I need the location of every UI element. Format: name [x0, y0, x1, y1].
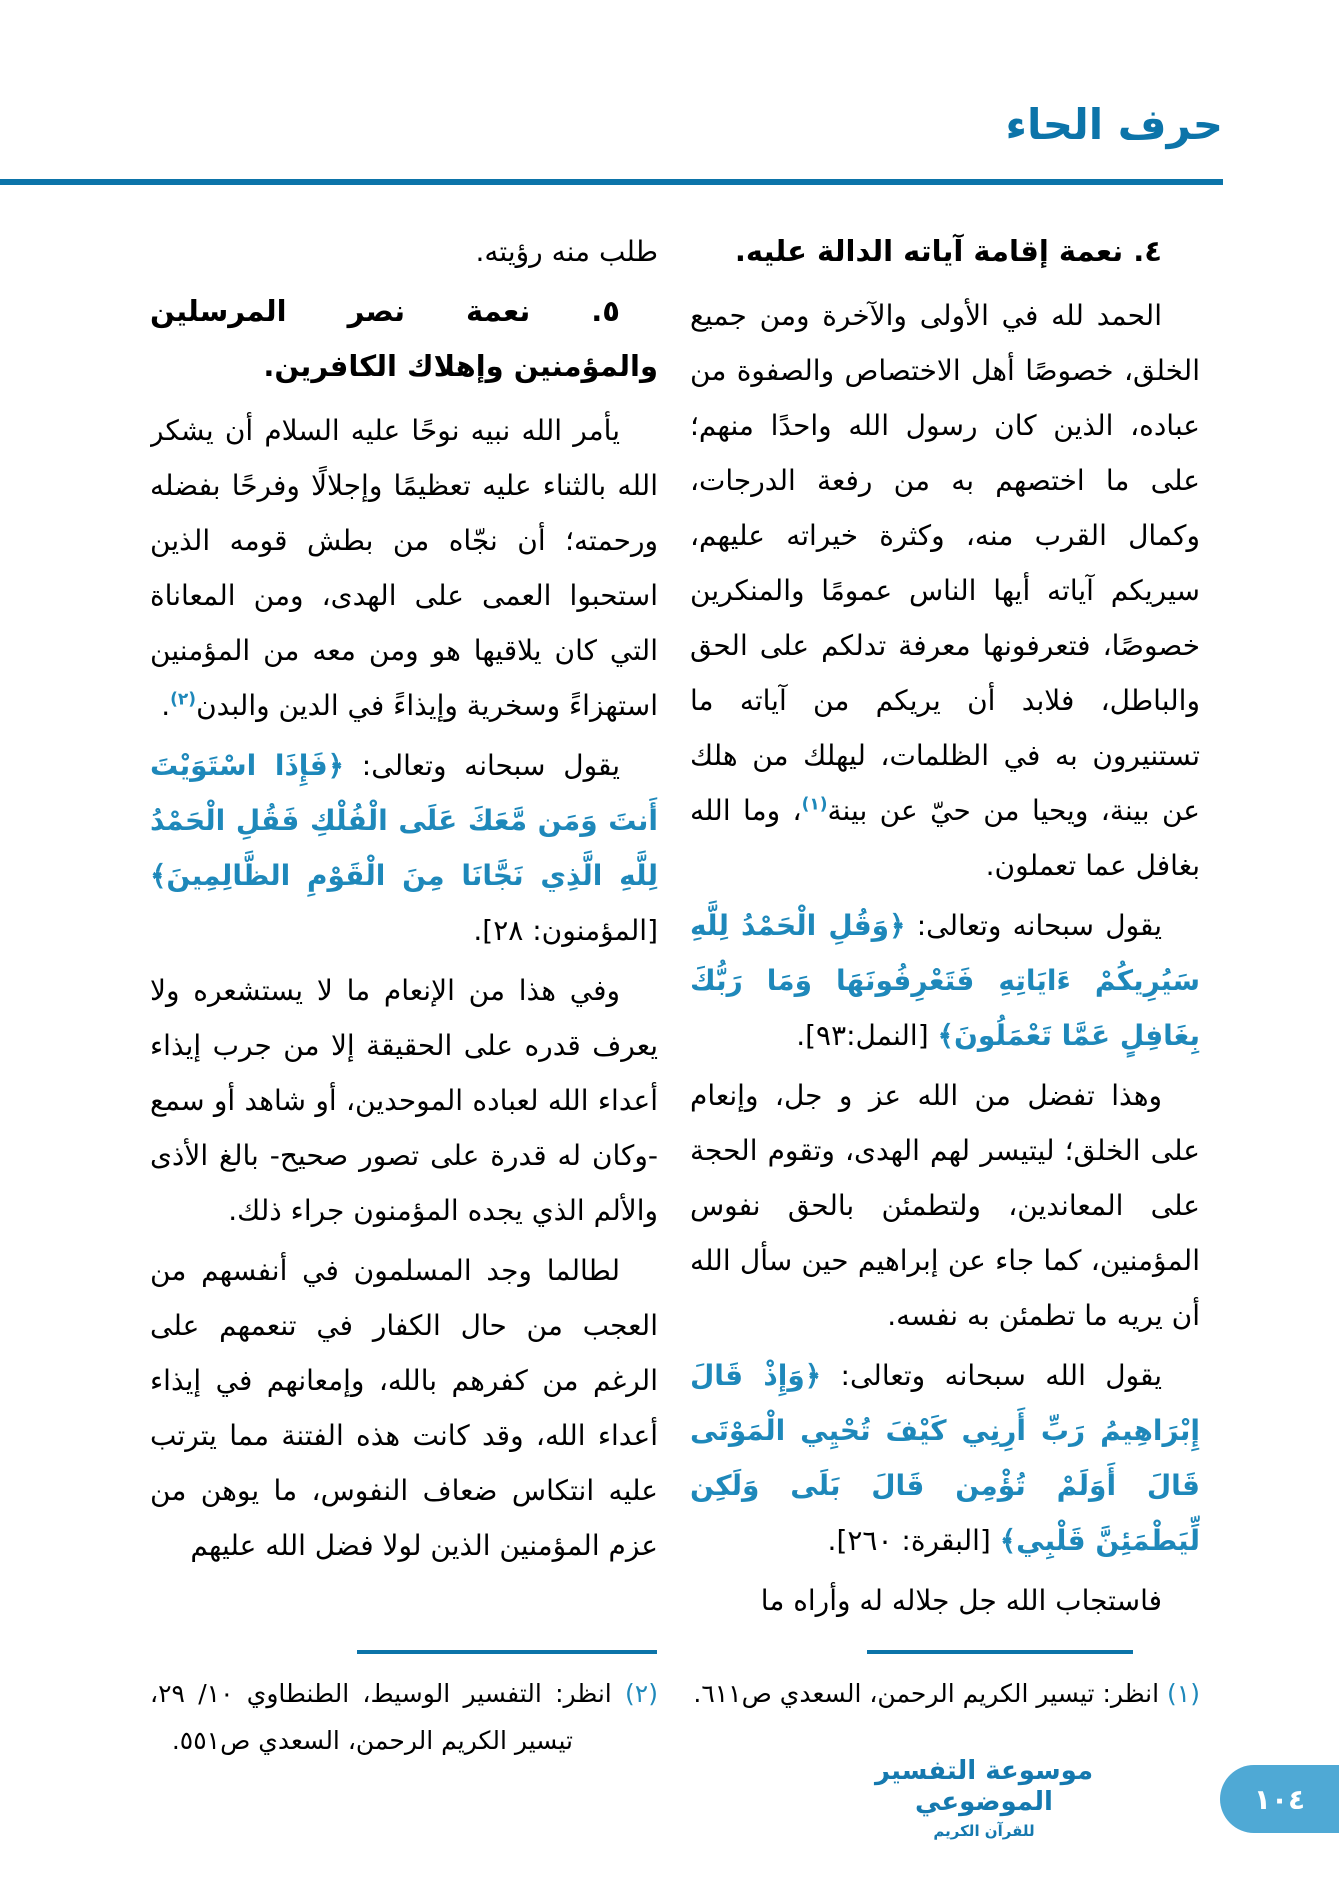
- page-number: ١٠٤: [1253, 1782, 1306, 1816]
- body-text: ٥. نعمة نصر المرسلين والمؤمنين وإهلاك الكافرين.: [150, 294, 658, 383]
- body-text: طلب منه رؤيته.: [475, 235, 658, 268]
- quran-verse: ﴿وَإِذْ قَالَ إِبْرَاهِيمُ رَبِّ أَرِنِي كَيْفَ تُحْيِي الْمَوْتَى قَالَ أَوَلَمْ تُؤْمِن قَالَ بَلَى وَلَكِن لِّيَطْمَئِنَّ قَلْبِي﴾: [690, 1359, 1200, 1557]
- body-text: لطالما وجد المسلمون في أنفسهم من العجب من حال الكفار في تنعمهم على الرغم من كفرهم بالله، وإمعانهم في إيذاء أعداء الله، وقد كانت هذه الفتنة مما يترتب عليه انتكاس ضعاف النفوس، ما يوهن من عزم المؤمنين الذين لولا فضل الله عليهم: [150, 1254, 658, 1562]
- footnote-separator-left: [357, 1650, 657, 1654]
- footnote-marker-superscript: (٢): [170, 689, 197, 710]
- body-text: وهذا تفضل من الله عز و جل، وإنعام على الخلق؛ ليتيسر لهم الهدى، وتقوم الحجة على المعاندين، ولتطمئن بالحق نفوس المؤمنين، كما جاء عن إبراهيم حين سأل الله أن يريه ما تطمئن به نفسه.: [690, 1079, 1200, 1332]
- footnote-marker-superscript: (١): [801, 794, 828, 815]
- body-text: الحمد لله في الأولى والآخرة ومن جميع الخلق، خصوصًا أهل الاختصاص والصفوة من عباده، الذين كان رسول الله واحدًا منهم؛ على ما اختصهم به من رفعة الدرجات، وكمال القرب منه، وكثرة خيراته عليهم، سيريكم آياته أيها الناس عمومًا والمنكرين خصوصًا، فتعرفونها معرفة تدلكم على الحق والباطل، فلابد أن يريكم من آياته ما تستنيرون به في الظلمات، ليهلك من هلك عن بينة، ويحيا من حيّ عن بينة: [690, 299, 1200, 827]
- section-heading: [150, 284, 658, 394]
- publisher-logo-subtitle: للقرآن الكريم: [933, 1822, 1035, 1841]
- paragraph: [690, 1068, 1200, 1343]
- quran-verse: ﴿فَإِذَا اسْتَوَيْتَ أَنتَ وَمَن مَّعَكَ عَلَى الْفُلْكِ فَقُلِ الْحَمْدُ لِلَّهِ الَّذِي نَجَّانَا مِنَ الْقَوْمِ الظَّالِمِينَ﴾: [150, 749, 658, 892]
- paragraph: [150, 1243, 658, 1573]
- body-text: يقول الله سبحانه وتعالى:: [821, 1359, 1163, 1392]
- body-text: ، وما الله بغافل عما تعملون.: [690, 794, 1200, 882]
- quran-verse: ﴿وَقُلِ الْحَمْدُ لِلَّهِ سَيُرِيكُمْ ءَايَاتِهِ فَتَعْرِفُونَهَا وَمَا رَبُّكَ بِغَافِلٍ عَمَّا تَعْمَلُونَ﴾: [690, 909, 1200, 1052]
- paragraph: [150, 224, 658, 279]
- body-text: ٤. نعمة إقامة آياته الدالة عليه.: [734, 234, 1162, 268]
- paragraph: [150, 963, 658, 1238]
- body-text: [المؤمنون: ٢٨].: [473, 914, 658, 947]
- section-heading: [690, 224, 1200, 279]
- body-text: [النمل:٩٣].: [796, 1019, 938, 1052]
- body-text: يقول سبحانه وتعالى:: [344, 749, 620, 782]
- paragraph: [690, 898, 1200, 1063]
- footnote-separator-right: [867, 1650, 1133, 1654]
- paragraph: [150, 403, 658, 733]
- column-left: [150, 224, 658, 1642]
- paragraph: [690, 288, 1200, 893]
- page-number-badge: [1220, 1765, 1339, 1833]
- paragraph: [690, 1573, 1200, 1628]
- running-head-title: حرف الحاء: [1005, 100, 1223, 149]
- footnote-right: [690, 1670, 1200, 1717]
- publisher-logo-title: موسوعة التفسير الموضوعي: [874, 1756, 1094, 1818]
- paragraph: [690, 1348, 1200, 1568]
- footnote-text: [690, 1670, 1200, 1717]
- footnote-marker: (١): [1167, 1679, 1200, 1708]
- body-text: وفي هذا من الإنعام ما لا يستشعره ولا يعرف قدره على الحقيقة إلا من جرب إيذاء أعداء الله لعباده الموحدين، أو شاهد أو سمع -وكان له قدرة على تصور صحيح- بالغ الأذى والألم الذي يجده المؤمنون جراء ذلك.: [150, 974, 658, 1227]
- footnote-body: انظر: التفسير الوسيط، الطنطاوي ١٠/ ٢٩، تيسير الكريم الرحمن، السعدي ص٥٥١.: [150, 1679, 612, 1755]
- footnote-marker: (٢): [625, 1679, 658, 1708]
- body-text: .: [161, 689, 171, 722]
- column-right: [690, 224, 1200, 1642]
- body-text: فاستجاب الله جل جلاله له وأراه ما: [760, 1584, 1162, 1617]
- paragraph: [150, 738, 658, 958]
- body-text: [البقرة: ٢٦٠].: [827, 1524, 1000, 1557]
- footnote-left: [150, 1670, 658, 1764]
- footnote-body: انظر: تيسير الكريم الرحمن، السعدي ص٦١١.: [693, 1679, 1160, 1708]
- body-text: يأمر الله نبيه نوحًا عليه السلام أن يشكر الله بالثناء عليه تعظيمًا وإجلالًا وفرحًا بفضله ورحمته؛ أن نجّاه من بطش قومه الذين استحبوا العمى على الهدى، ومن المعاناة التي كان يلاقيها هو ومن معه من المؤمنين استهزاءً وسخرية وإيذاءً في الدين والبدن: [150, 414, 658, 722]
- publisher-logo: [874, 1756, 1094, 1840]
- body-text: يقول سبحانه وتعالى:: [905, 909, 1162, 942]
- header-rule: [0, 179, 1223, 185]
- footnote-text: [150, 1670, 658, 1764]
